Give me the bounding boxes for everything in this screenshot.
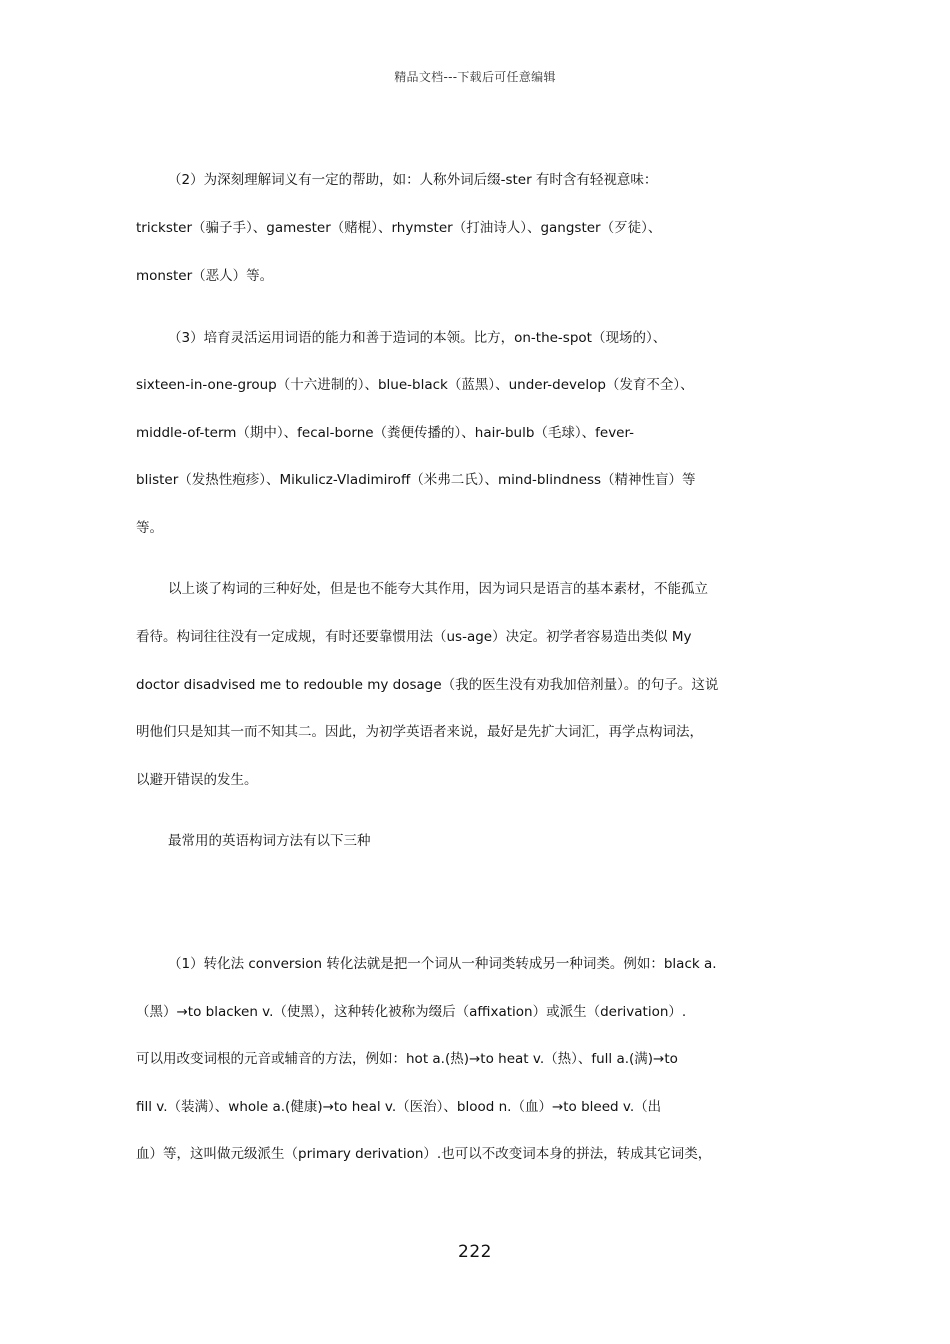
page-number: 222 (458, 1242, 492, 1262)
paragraph-line: monster（恶人）等。 (136, 268, 274, 284)
paragraph-line: middle-of-term（期中）、fecal-borne（粪便传播的）、hair-bulb（毛球）、fever- (136, 425, 635, 441)
paragraph-line: 明他们只是知其一而不知其二。因此，为初学英语者来说，最好是先扩大词汇，再学点构词法， (136, 724, 703, 740)
paragraph-line: 以上谈了构词的三种好处，但是也不能夸大其作用，因为词只是语言的基本素材，不能孤立 (168, 581, 708, 597)
section-heading: 最常用的英语构词方法有以下三种 (168, 833, 371, 849)
paragraph-line: （2）为深刻理解词义有一定的帮助，如：人称外词后缀-ster 有时含有轻视意味： (168, 172, 658, 188)
paragraph-line: （1）转化法 conversion 转化法就是把一个词从一种词类转成另一种词类。例如：black a. (168, 956, 717, 972)
paragraph-line: blister（发热性疱疹）、Mikulicz-Vladimiroff（米弗二氏）、mind-blindness（精神性盲）等 (136, 472, 696, 488)
paragraph-line: （黑）→to blacken v.（使黑），这种转化被称为缀后（affixation）或派生（derivation）. (136, 1004, 687, 1020)
paragraph-line: 以避开错误的发生。 (136, 772, 258, 788)
paragraph-line: 可以用改变词根的元音或辅音的方法，例如：hot a.(热)→to heat v.（热）、full a.(满)→to (136, 1051, 678, 1067)
paragraph-line: doctor disadvised me to redouble my dosage（我的医生没有劝我加倍剂量）。的句子。这说 (136, 677, 719, 693)
paragraph-line: fill v.（装满）、whole a.(健康)→to heal v.（医治）、blood n.（血）→to bleed v.（出 (136, 1099, 662, 1115)
paragraph-line: 等。 (136, 520, 163, 536)
paragraph-line: sixteen-in-one-group（十六进制的）、blue-black（蓝黑）、under-develop（发育不全）、 (136, 377, 694, 393)
paragraph-line: 看待。构词往往没有一定成规，有时还要靠惯用法（us-age）决定。初学者容易造出类似 My (136, 629, 692, 645)
page-header: 精品文档---下载后可任意编辑 (394, 70, 556, 84)
paragraph-line: （3）培育灵活运用词语的能力和善于造词的本领。比方，on-the-spot（现场的）、 (168, 330, 667, 346)
paragraph-line: 血）等，这叫做元级派生（primary derivation）.也可以不改变词本身的拼法，转成其它词类， (136, 1146, 712, 1162)
paragraph-line: trickster（骗子手）、gamester（赌棍）、rhymster（打油诗人）、gangster（歹徒）、 (136, 220, 662, 236)
